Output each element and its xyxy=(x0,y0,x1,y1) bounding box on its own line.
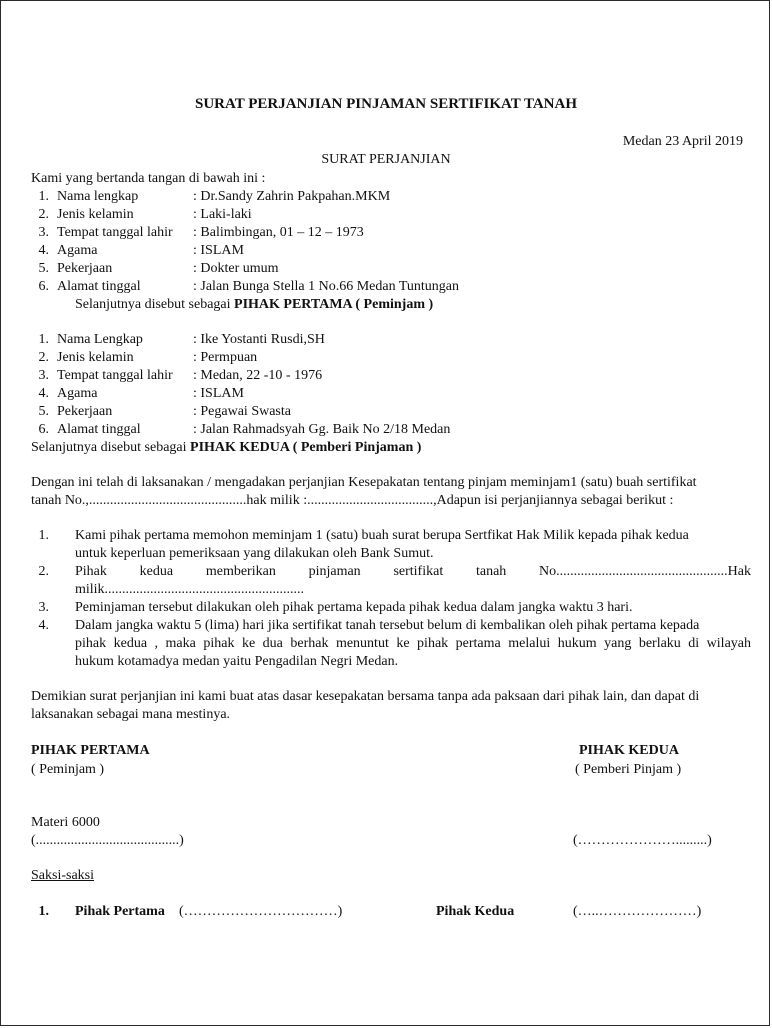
item-label: Alamat tinggal xyxy=(57,422,141,437)
list-item xyxy=(31,278,459,296)
clause-number: 1. xyxy=(38,528,49,543)
item-value: : Jalan Rahmadsyah Gg. Baik No 2/18 Medan xyxy=(193,422,451,437)
witness-second-label: Pihak Kedua xyxy=(436,904,515,919)
item-number: 1. xyxy=(38,189,49,204)
item-label: Alamat tinggal xyxy=(57,279,141,294)
item-value: : Ike Yostanti Rusdi,SH xyxy=(193,332,325,347)
item-number: 1. xyxy=(38,332,49,347)
item-number: 6. xyxy=(38,422,49,437)
item-label: Pekerjaan xyxy=(57,404,113,419)
party1-designation: Selanjutnya disebut sebagai PIHAK PERTAMA ( Peminjam ) xyxy=(75,297,434,312)
item-number: 3. xyxy=(38,368,49,383)
witnesses-heading: Saksi-saksi xyxy=(31,868,94,883)
list-item xyxy=(31,242,459,260)
list-item xyxy=(31,421,450,439)
item-number: 6. xyxy=(38,279,49,294)
list-item xyxy=(31,367,450,385)
item-number: 4. xyxy=(38,243,49,258)
party2-role: PIHAK KEDUA ( Pemberi Pinjaman ) xyxy=(190,440,422,455)
witness-first-label: Pihak Pertama xyxy=(75,904,165,919)
clause-4-line-3: hukum kotamadya medan yaitu Pengadilan Negri Medan. xyxy=(75,654,399,669)
party2-list xyxy=(31,331,450,439)
list-item xyxy=(31,224,459,242)
document-date: Medan 23 April 2019 xyxy=(622,134,743,149)
item-label: Jenis kelamin xyxy=(57,350,134,365)
item-value: : ISLAM xyxy=(193,243,244,258)
item-number: 2. xyxy=(38,207,49,222)
clause-1-line-2: untuk keperluan pemeriksaan yang dilakukan oleh Bank Sumut. xyxy=(75,546,434,561)
signature-left-sub: ( Peminjam ) xyxy=(31,762,105,777)
item-label: Nama lengkap xyxy=(57,189,139,204)
party2-designation: Selanjutnya disebut sebagai PIHAK KEDUA ( Pemberi Pinjaman ) xyxy=(31,440,422,455)
list-item xyxy=(31,260,459,278)
list-item xyxy=(31,349,450,367)
item-value: : Balimbingan, 01 – 12 – 1973 xyxy=(193,225,364,240)
witness-number: 1. xyxy=(38,904,49,919)
list-item xyxy=(31,188,459,206)
item-value: : Dr.Sandy Zahrin Pakpahan.MKM xyxy=(193,189,391,204)
item-label: Jenis kelamin xyxy=(57,207,134,222)
item-label: Tempat tanggal lahir xyxy=(57,368,173,383)
witness-first-blank: (……………………………) xyxy=(179,904,343,919)
item-number: 3. xyxy=(38,225,49,240)
item-value: : Medan, 22 -10 - 1976 xyxy=(193,368,323,383)
clause-number: 3. xyxy=(38,600,49,615)
item-number: 5. xyxy=(38,261,49,276)
item-label: Pekerjaan xyxy=(57,261,113,276)
list-item xyxy=(31,206,459,224)
clause-number: 2. xyxy=(38,564,49,579)
clause-3-line-1: Peminjaman tersebut dilakukan oleh pihak pertama kepada pihak kedua dalam jangka waktu 3 hari. xyxy=(75,600,633,615)
signature-right-sub: ( Pemberi Pinjam ) xyxy=(575,762,682,777)
list-item xyxy=(31,385,450,403)
item-value: : Laki-laki xyxy=(193,207,252,222)
clause-1-line-1: Kami pihak pertama memohon meminjam 1 (satu) buah surat berupa Sertfikat Hak Milik kepada pihak kedua xyxy=(75,528,689,543)
item-value: : Permpuan xyxy=(193,350,258,365)
closing-line-2: laksanakan sebagai mana mestinya. xyxy=(31,707,231,722)
party1-list xyxy=(31,188,459,296)
party1-role: PIHAK PERTAMA ( Peminjam ) xyxy=(234,297,434,312)
signature-left-title: PIHAK PERTAMA xyxy=(31,743,150,758)
document-title: SURAT PERJANJIAN PINJAMAN SERTIFIKAT TANAH xyxy=(194,96,578,112)
item-value: : ISLAM xyxy=(193,386,244,401)
clause-2-line-1: Pihak kedua memberikan pinjaman sertifikat tanah No.................................................Hak xyxy=(75,564,751,579)
stamp-note: Materi 6000 xyxy=(31,815,100,830)
item-value: : Pegawai Swasta xyxy=(193,404,291,419)
agreement-line-2: tanah No.,.............................................hak milik :....................................,Adapun isi perjanjiannya sebagai berikut : xyxy=(31,493,674,508)
clause-2-line-2: milik......................................................... xyxy=(75,582,305,597)
closing-line-1: Demikian surat perjanjian ini kami buat atas dasar kesepakatan bersama tanpa ada paksaan dari pihak lain, dan dapat di xyxy=(31,689,700,704)
clause-4-line-2: pihak kedua , maka pihak ke dua berhak menuntut ke pihak pertama melalui hukum yang berlaku di wilayah xyxy=(75,636,751,651)
item-number: 5. xyxy=(38,404,49,419)
document-subtitle: SURAT PERJANJIAN xyxy=(321,152,451,167)
clause-number: 4. xyxy=(38,618,49,633)
item-label: Nama Lengkap xyxy=(57,332,143,347)
item-number: 2. xyxy=(38,350,49,365)
item-value: : Jalan Bunga Stella 1 No.66 Medan Tuntungan xyxy=(193,279,459,294)
signature-left-blank: (.........................................) xyxy=(31,833,184,848)
list-item xyxy=(31,403,450,421)
item-label: Agama xyxy=(57,386,98,401)
item-label: Tempat tanggal lahir xyxy=(57,225,173,240)
agreement-line-1: Dengan ini telah di laksanakan / mengadakan perjanjian Kesepakatan tentang pinjam meminjam1 (satu) buah sertifikat xyxy=(31,475,697,490)
list-item xyxy=(31,331,450,349)
item-value: : Dokter umum xyxy=(193,261,279,276)
item-number: 4. xyxy=(38,386,49,401)
signature-right-title: PIHAK KEDUA xyxy=(579,743,679,758)
signature-right-blank: (………………….........) xyxy=(573,833,712,848)
item-label: Agama xyxy=(57,243,98,258)
witness-second-blank: (…..…………………) xyxy=(573,904,702,919)
clause-4-line-1: Dalam jangka waktu 5 (lima) hari jika sertifikat tanah tersebut belum di kembalikan oleh pihak pertama kepada xyxy=(75,618,700,633)
intro-text: Kami yang bertanda tangan di bawah ini : xyxy=(31,171,266,186)
